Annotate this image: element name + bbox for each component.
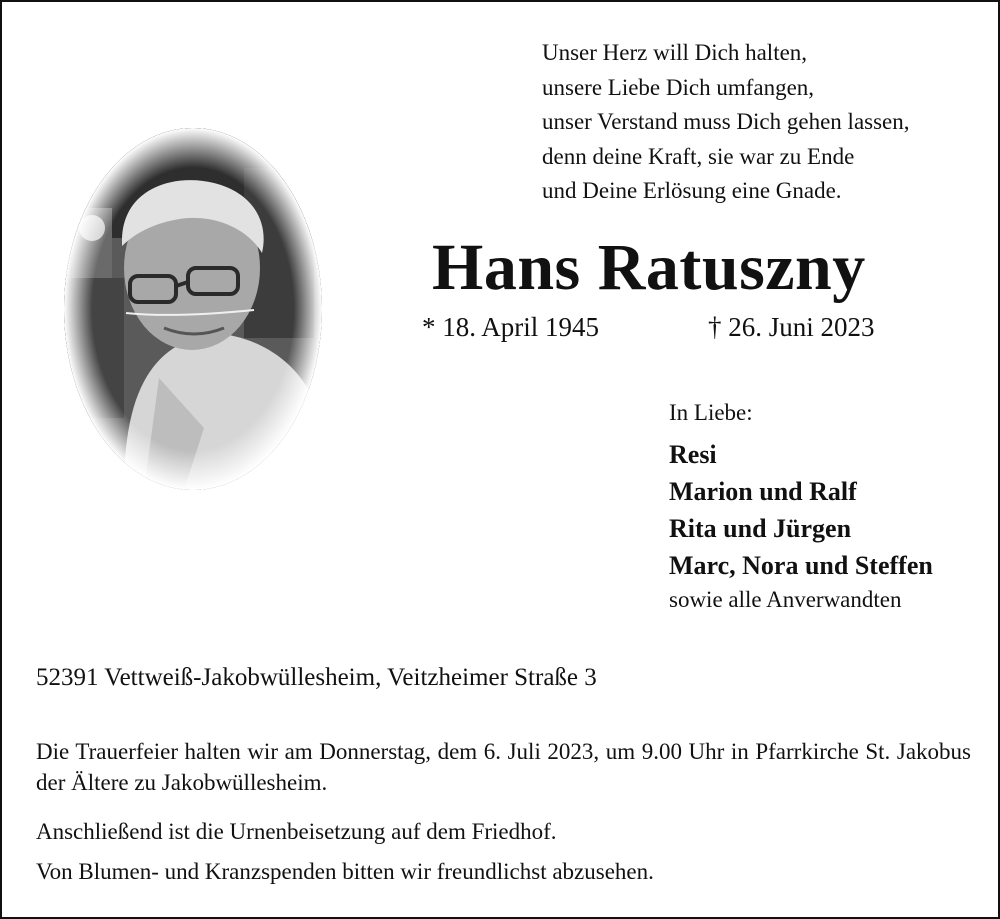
- birth-date: * 18. April 1945: [422, 312, 600, 342]
- family-outro: sowie alle Anverwandten: [669, 587, 902, 612]
- address: 52391 Vettweiß-Jakobwüllesheim, Veitzheimer Straße 3: [36, 664, 597, 691]
- family-member: Marc, Nora und Steffen: [669, 551, 933, 580]
- deceased-name: Hans Ratuszny: [432, 231, 866, 304]
- portrait-illustration: [64, 128, 322, 490]
- poem: [542, 36, 910, 209]
- urn-burial-notice: Anschließend ist die Urnenbeisetzung auf dem Friedhof.: [36, 819, 557, 844]
- poem-line: unser Verstand muss Dich gehen lassen,: [542, 109, 910, 134]
- funeral-service-notice: Die Trauerfeier halten wir am Donnerstag, dem 6. Juli 2023, um 9.00 Uhr in Pfarrkirche St. Jakobus der Ältere zu Jakobwüllesheim.: [36, 739, 971, 795]
- family-member: Marion und Ralf: [669, 477, 857, 506]
- poem-line: denn deine Kraft, sie war zu Ende: [542, 143, 855, 169]
- family-member: Rita und Jürgen: [669, 514, 852, 543]
- poem-line: unsere Liebe Dich umfangen,: [542, 74, 815, 100]
- flowers-notice: Von Blumen- und Kranzspenden bitten wir freundlichst abzusehen.: [36, 859, 654, 884]
- poem-line: Unser Herz will Dich halten,: [542, 40, 808, 65]
- poem-line: und Deine Erlösung eine Gnade.: [542, 178, 842, 203]
- family-signature: [669, 398, 933, 616]
- death-date: † 26. Juni 2023: [708, 312, 875, 342]
- portrait-photo: [64, 128, 322, 490]
- family-member: Resi: [669, 440, 717, 469]
- family-intro: In Liebe:: [669, 400, 753, 425]
